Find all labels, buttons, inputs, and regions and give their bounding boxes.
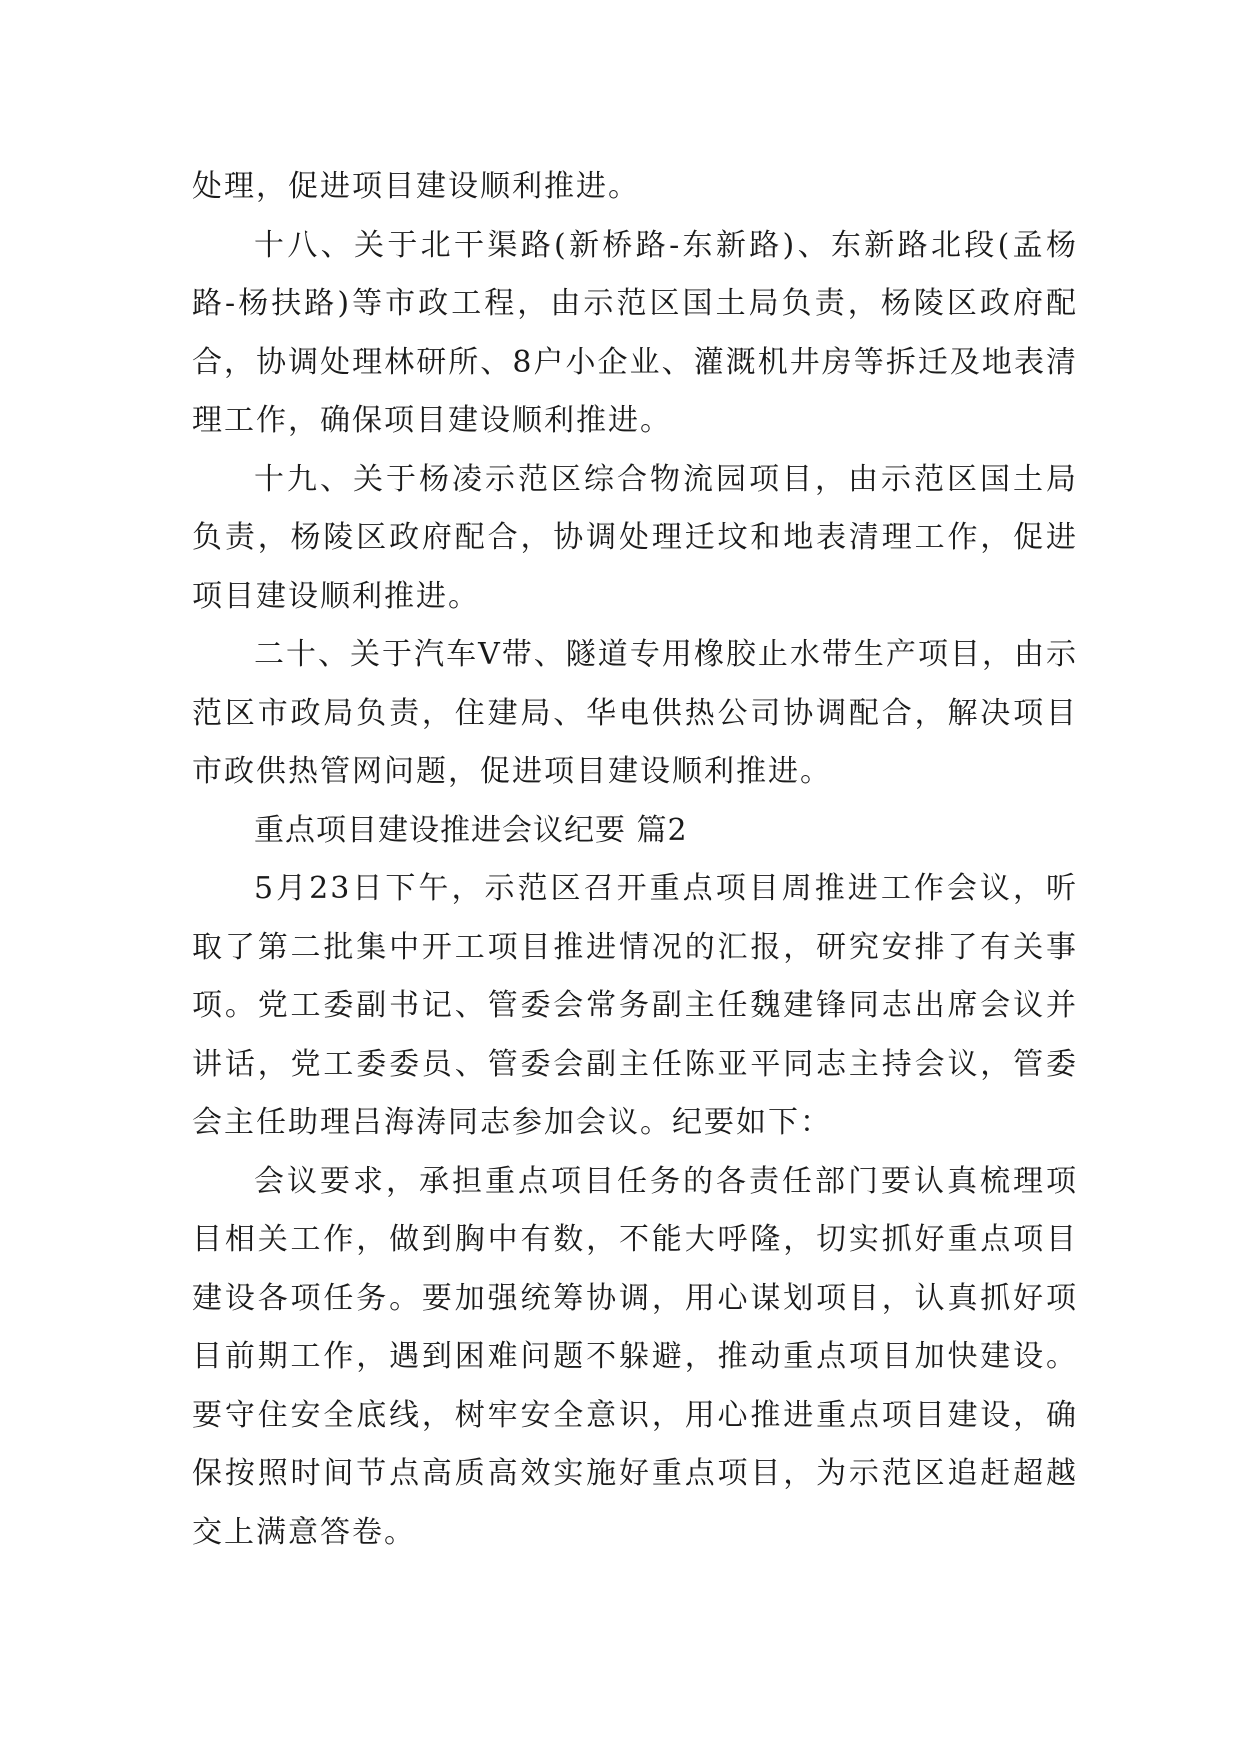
paragraph-meeting-requirements: 会议要求，承担重点项目任务的各责任部门要认真梳理项目相关工作，做到胸中有数，不能大呼隆，切实抓好重点项目建设各项任务。要加强统筹协调，用心谋划项目，认真抓好项目前期工作，遇到困难问题不躲避，推动重点项目加快建设。要守住安全底线，树牢安全意识，用心推进重点项目建设，确保按照时间节点高质高效实施好重点项目，为示范区追赶超越交上满意答卷。 [192,1163,1078,1550]
document-body [192,158,1078,1562]
paragraph-meeting-intro: 5月23日下午，示范区召开重点项目周推进工作会议，听取了第二批集中开工项目推进情况的汇报，研究安排了有关事项。党工委副书记、管委会常务副主任魏建锋同志出席会议并讲话，党工委委员、管委会副主任陈亚平同志主持会议，管委会主任助理吕海涛同志参加会议。纪要如下： [192,871,1078,1140]
paragraph-item-18: 十八、关于北干渠路(新桥路-东新路)、东新路北段(孟杨路-杨扶路)等市政工程，由示范区国土局负责，杨陵区政府配合，协调处理林研所、8户小企业、灌溉机井房等拆迁及地表清理工作，确保项目建设顺利推进。 [192,227,1078,438]
paragraph-item-19: 十九、关于杨凌示范区综合物流园项目，由示范区国土局负责，杨陵区政府配合，协调处理迁坟和地表清理工作，促进项目建设顺利推进。 [192,461,1078,614]
paragraph-continuation: 处理，促进项目建设顺利推进。 [192,169,640,204]
section-heading: 重点项目建设推进会议纪要 篇2 [254,812,688,848]
paragraph-item-20: 二十、关于汽车V带、隧道专用橡胶止水带生产项目，由示范区市政局负责，住建局、华电供热公司协调配合，解决项目市政供热管网问题，促进项目建设顺利推进。 [192,637,1078,789]
